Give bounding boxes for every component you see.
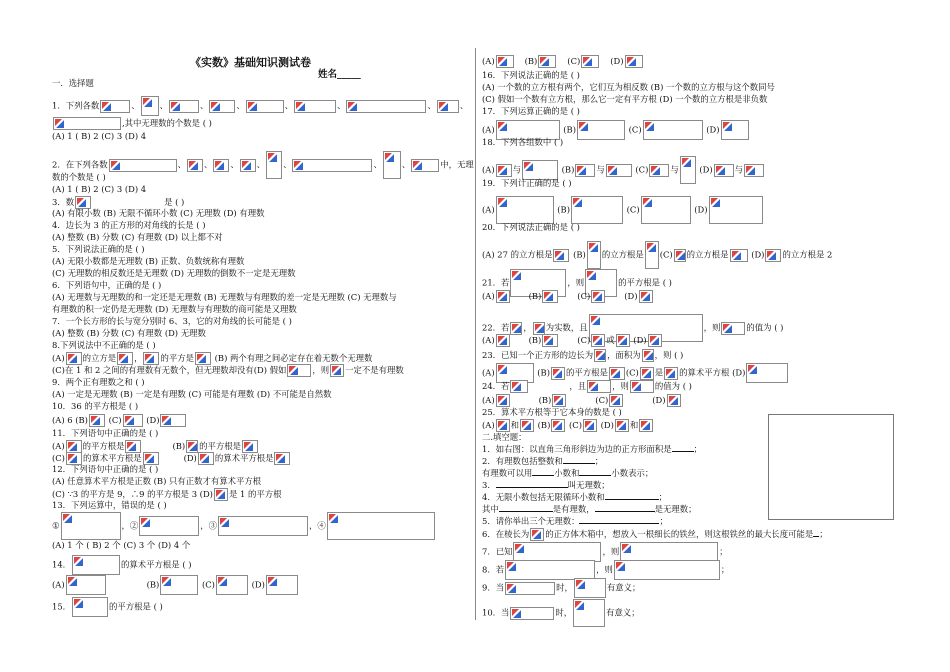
equation-image [187, 159, 203, 172]
equation-image [674, 249, 686, 262]
equation-image [510, 322, 522, 335]
equation-image [575, 164, 595, 177]
question-16-cd: (C) 假如一个数有立方根，那么它一定有平方根 (D) 一个数的立方根是非负数 [482, 94, 768, 104]
equation-image [266, 151, 282, 179]
equation-image [169, 100, 199, 113]
question-6-cd: 有理数的积一定仍是无理数 (D) 无理数与有理数的商可能是又理数 [52, 304, 297, 314]
equation-image [609, 394, 623, 407]
question-8: 8.下列说法中不正确的是 ( ) [52, 340, 156, 350]
question-7: 7．一个长方形的长与宽分别时 6、3，它的对角线的长可能是 ( ) [52, 316, 292, 326]
equation-image [709, 196, 763, 224]
equation-image [721, 120, 749, 140]
question-1-options: (A) 1 ( B) 2 (C) 3 (D) 4 [52, 131, 147, 141]
equation-image [89, 414, 105, 427]
equation-image [573, 599, 605, 627]
fill-6: 6．在棱长为 的正方体木箱中，想放入一根细长的铁丝，则这根铁丝的最大长度可能是 ； [482, 529, 828, 539]
fill-4-cont: 其中 是有理数， 是无理数； [482, 504, 697, 514]
answer-blank[interactable] [532, 475, 554, 476]
question-13-items: ① ，② ，③ ，④ [52, 512, 436, 540]
equation-image [649, 164, 669, 177]
question-13-options: (A) 1 个 ( B) 2 个 (C) 3 个 (D) 4 个 [52, 540, 191, 550]
question-19-options: (A) (B) (C) (D) [482, 196, 764, 224]
equation-image [100, 100, 130, 113]
equation-image [510, 607, 554, 620]
equation-image [551, 367, 565, 380]
equation-image [141, 96, 159, 116]
equation-image [744, 164, 764, 177]
question-5-cd: (C) 无理数的相反数还是无理数 (D) 无理数的倒数不一定是无理数 [52, 268, 296, 278]
question-22-options: (A) (B) (C) 或 (D) [482, 334, 663, 347]
equation-image [730, 249, 748, 262]
column-divider [475, 48, 476, 620]
equation-image [680, 156, 696, 184]
equation-image [765, 249, 781, 262]
question-20: 20．下列说法正确的是 ( ) [482, 222, 580, 232]
question-9: 9．两个正有理数之和 ( ) [52, 377, 145, 387]
equation-image [640, 367, 654, 380]
equation-image [577, 120, 625, 140]
question-11-ab: (A) 的平方根是 (B) 的平方根是 [52, 440, 259, 453]
equation-image [591, 290, 605, 303]
equation-image [591, 334, 605, 347]
equation-image [642, 349, 654, 362]
equation-image [510, 380, 528, 393]
question-12-ab: (A) 任意算术平方根是正数 (B) 只有正数才有算术平方根 [52, 476, 262, 486]
equation-image [160, 575, 198, 595]
question-23: 23．已知一个正方形的边长为 ，面积为 ，则 ( ) [482, 350, 684, 360]
equation-image [551, 419, 565, 432]
equation-image [109, 159, 177, 172]
question-11-cd: (C) 的算术平方根是 (D) 的算术平方根是 [52, 452, 291, 465]
question-8-ab: (A) 的立方是 ， 的平方是 (B) 两个有理之间必定存在着无数个无理数 [52, 353, 373, 363]
question-24-options: (A) (B) (C) (D) [482, 394, 682, 407]
equation-image [505, 582, 555, 595]
equation-image [496, 55, 514, 68]
equation-image [538, 55, 556, 68]
triangle-figure-box [768, 414, 894, 520]
equation-image [66, 575, 106, 595]
equation-image [292, 159, 372, 172]
fill-2-cont: 有理数可以用 小数和 小数表示； [482, 468, 654, 478]
fill-5: 5．请你举出三个无理数： ； [482, 516, 668, 526]
equation-image [614, 560, 720, 580]
fill-4: 4．无限小数包括无限循环小数和 ； [482, 492, 667, 502]
fill-7: 7．已知 ，则 ； [482, 542, 728, 562]
question-4: 4．边长为 3 的正方形的对角线的长是 ( ) [52, 220, 206, 230]
question-24: 24．若 ，且 ，则 的值为 ( ) [482, 381, 692, 391]
equation-image [496, 394, 510, 407]
equation-image [587, 241, 601, 269]
equation-image [645, 241, 659, 269]
question-9-options: (A) 一定是无理数 (B) 一定是有理数 (C) 可能是有理数 (D) 不可能是自然数 [52, 389, 332, 399]
question-6: 6．下列语句中，正确的是 ( ) [52, 280, 162, 290]
equation-image [294, 100, 336, 113]
fill-8: 8．若 ，则 ； [482, 560, 729, 580]
equation-image [496, 164, 512, 177]
question-3-options: (A) 有限小数 (B) 无限不循环小数 (C) 无理数 (D) 有理数 [52, 208, 265, 218]
equation-image [721, 322, 745, 335]
fill-10: 10．当 时， 有意义； [482, 599, 640, 627]
equation-image [639, 290, 653, 303]
equation-image [571, 196, 623, 224]
equation-image [346, 100, 426, 113]
equation-image [615, 419, 629, 432]
equation-image [218, 516, 308, 536]
equation-image [216, 575, 248, 595]
question-21-options: (A) (B) (C) (D) [482, 290, 654, 303]
question-2-cont: 数的个数是 ( ) [52, 172, 106, 182]
section-heading: 一．选择题 [52, 78, 94, 88]
equation-image [53, 117, 121, 130]
question-8-cd: (C)在 1 和 2 之间的有理数有无数个，但无理数却没有(D) 假如 ，则 一定不是有理数 [52, 365, 404, 375]
question-23-options: (A) (B) 的平方根是 (C) 是 的算术平方根 (D) [482, 363, 789, 383]
equation-image [587, 380, 611, 393]
equation-image [513, 542, 601, 562]
fill-3: 3． 叫无理数； [482, 480, 610, 490]
equation-image [574, 578, 606, 598]
equation-image [266, 575, 298, 595]
equation-image [214, 488, 228, 501]
question-18-options: (A) 与 (B) 与 (C) 与 (D) 与 [482, 156, 765, 184]
question-16-ab: (A) 一个数的立方根有两个，它们互为相反数 (B) 一个数的立方根与这个数同号 [482, 82, 775, 92]
equation-image [72, 555, 120, 575]
equation-image [630, 380, 654, 393]
question-25: 25．算术平方根等于它本身的数是 ( ) [482, 407, 622, 417]
question-13: 13．下列运算中，错误的是 ( ) [52, 500, 167, 510]
equation-image [496, 334, 510, 347]
question-16: 16．下列说法正确的是 ( ) [482, 70, 580, 80]
question-14: 14． 的算术平方根是 ( ) [52, 555, 192, 575]
equation-image [643, 120, 703, 140]
question-19: 19．下列计正确的是 ( ) [482, 178, 572, 188]
equation-image [209, 100, 235, 113]
answer-blank[interactable] [579, 475, 611, 476]
equation-image [542, 290, 558, 303]
question-2-options: (A) 1 ( B) 2 (C) 3 (D) 4 [52, 184, 147, 194]
question-1-cont: ,其中无理数的个数是 ( ) [52, 117, 212, 130]
equation-image [620, 542, 718, 562]
equation-image [213, 159, 229, 172]
equation-image [61, 512, 121, 540]
question-11: 11．下列语句中正确的是 ( ) [52, 428, 159, 438]
question-2: 2．在下列各数 、 、 、 、 、 、 、 中，无理 [52, 151, 474, 179]
fill-blank-heading: 二.填空题： [482, 432, 527, 442]
question-21: 21．若 ，则 的平方根是 ( ) [482, 269, 672, 297]
equation-image [625, 55, 643, 68]
equation-image [522, 160, 558, 180]
question-5-ab: (A) 无限小数都是无理数 (B) 正数、负数统称有理数 [52, 256, 245, 266]
question-15-options: (A) (B) (C) (D) [482, 55, 644, 68]
question-25-options: (A) 和 (B) (C) (D) 和 [482, 419, 654, 432]
question-12: 12．下列语句中正确的是 ( ) [52, 464, 159, 474]
equation-image [648, 334, 662, 347]
equation-image [496, 419, 510, 432]
answer-blank[interactable] [563, 463, 595, 464]
equation-image [520, 419, 534, 432]
equation-image [616, 334, 630, 347]
equation-image [606, 164, 632, 177]
answer-blank[interactable] [496, 487, 568, 488]
name-label: 姓名_____ [318, 69, 361, 80]
answer-blank[interactable] [499, 511, 553, 512]
equation-image [609, 367, 625, 380]
equation-image [714, 164, 734, 177]
question-17-options: (A) (B) (C) (D) [482, 120, 750, 140]
equation-image [746, 363, 788, 383]
question-20-options: (A) 27 的立方根是 (B) 的立方根是 (C) 的立方根是 (D) 的立方根是 2 [482, 241, 832, 269]
question-1: 1．下列各数 、 、 、 、 、 、 、 、 [52, 96, 468, 116]
question-12-cd: (C) ∵3 的平方是 9，∴9 的平方根是 3 (D) 是 1 的平方根 [52, 489, 282, 499]
equation-image [274, 452, 290, 465]
equation-image [530, 528, 544, 541]
question-10: 10．36 的平方根是 ( ) [52, 401, 139, 411]
equation-image [667, 394, 681, 407]
equation-image [246, 100, 284, 113]
equation-image [505, 560, 595, 580]
answer-blank[interactable] [579, 523, 659, 524]
equation-image [533, 322, 545, 335]
answer-blank[interactable] [595, 511, 655, 512]
question-10-options: (A) 6 (B) (C) (D) [52, 414, 187, 427]
fill-9: 9．当 时， 有意义； [482, 578, 640, 598]
equation-image [327, 512, 435, 540]
page-title: 《实数》基础知识测试卷 [190, 56, 311, 69]
equation-image [496, 290, 510, 303]
equation-image [542, 334, 558, 347]
equation-image [583, 419, 597, 432]
answer-blank[interactable] [605, 499, 659, 500]
equation-image [123, 414, 143, 427]
equation-image [240, 159, 256, 172]
question-6-abc: (A) 无理数与无理数的和一定还是无理数 (B) 无理数与有理数的差一定是无理数 (C) 无理数与 [52, 292, 397, 302]
question-3: 3．数 是 ( ) [52, 197, 185, 207]
equation-image [287, 364, 311, 377]
question-7-options: (A) 整数 (B) 分数 (C) 有理数 (D) 无理数 [52, 328, 206, 338]
fill-2: 2．有理数包括整数和 ； [482, 456, 604, 466]
equation-image [411, 159, 439, 172]
question-4-options: (A) 整数 (B) 分数 (C) 有理数 (D) 以上都不对 [52, 232, 223, 242]
equation-image [437, 100, 459, 113]
question-17: 17．下列运算正确的是 ( ) [482, 106, 580, 116]
equation-image [72, 597, 108, 617]
equation-image [383, 151, 401, 179]
equation-image [139, 516, 199, 536]
equation-image [581, 55, 599, 68]
question-22: 22．若 ， 为实数，且 ，则 的值为 ( ) [482, 314, 783, 342]
equation-image [594, 349, 606, 362]
equation-image [639, 419, 653, 432]
question-15: 15． 的平方根是 ( ) [52, 597, 163, 617]
question-18: 18．下列各组数中 ( ) [482, 137, 564, 147]
equation-image [198, 452, 214, 465]
equation-image [552, 394, 566, 407]
equation-image [553, 249, 569, 262]
equation-image [496, 196, 554, 224]
question-5: 5．下列说法正确的是 ( ) [52, 244, 145, 254]
question-14-options: (A) (B) (C) (D) [52, 575, 299, 595]
fill-1: 1．如右图：以直角三角形斜边为边的正方形面积是 ； [482, 444, 702, 454]
equation-image [641, 196, 691, 224]
answer-blank[interactable] [672, 451, 694, 452]
equation-image [330, 364, 344, 377]
equation-image [160, 414, 186, 427]
equation-image [664, 367, 678, 380]
